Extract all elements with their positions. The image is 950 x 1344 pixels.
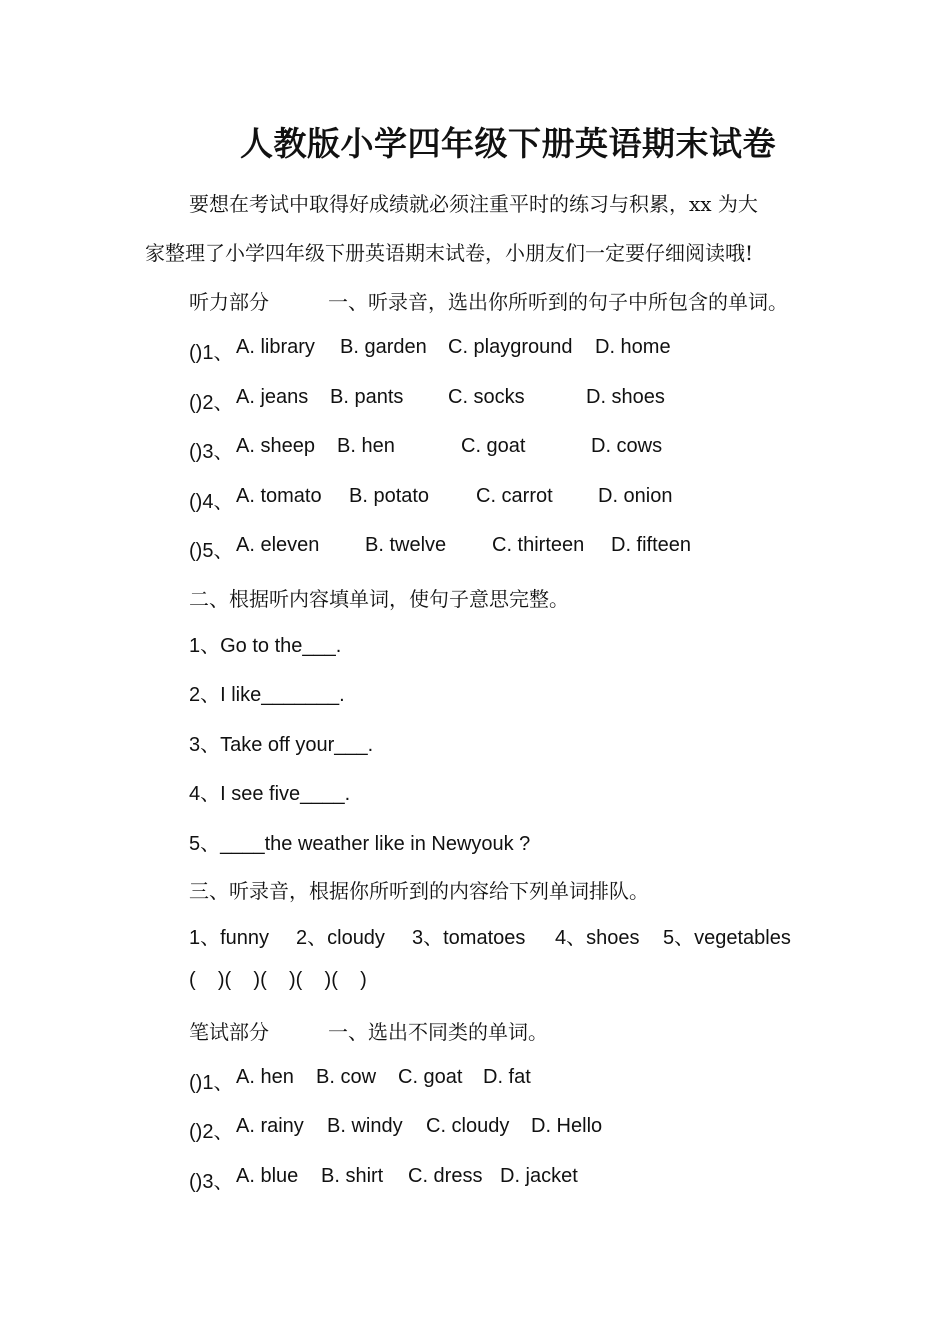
option-c: C. cloudy bbox=[426, 1115, 510, 1137]
option-c: C. goat bbox=[461, 435, 526, 457]
fill-item-1: 1、Go to the___. bbox=[189, 635, 342, 657]
option-b: B. potato bbox=[349, 485, 430, 507]
option-b: B. pants bbox=[330, 386, 404, 408]
question-number: ()2、 bbox=[189, 1121, 234, 1143]
option-a: A. hen bbox=[236, 1066, 294, 1088]
page-title: 人教版小学四年级下册英语期末试卷 bbox=[240, 124, 776, 163]
listening-part1-title: 一、听录音，选出你所听到的句子中所包含的单词。 bbox=[328, 290, 788, 314]
option-d: D. jacket bbox=[500, 1165, 578, 1187]
option-d: D. onion bbox=[598, 485, 673, 507]
fill-item-4: 4、I see five____. bbox=[189, 783, 351, 805]
option-a: A. jeans bbox=[236, 386, 309, 408]
option-d: D. Hello bbox=[531, 1115, 603, 1137]
option-b: B. shirt bbox=[321, 1165, 384, 1187]
option-a: A. library bbox=[236, 336, 315, 358]
option-d: D. shoes bbox=[586, 386, 665, 408]
option-c: C. goat bbox=[398, 1066, 463, 1088]
listening-part3-title: 三、听录音，根据你所听到的内容给下列单词排队。 bbox=[189, 879, 649, 903]
order-brackets: ( )( )( )( )( ) bbox=[189, 969, 367, 991]
order-word: 5、vegetables bbox=[663, 927, 791, 949]
option-b: B. garden bbox=[340, 336, 427, 358]
question-number: ()5、 bbox=[189, 540, 234, 562]
option-d: D. fifteen bbox=[611, 534, 692, 556]
written-part1-title: 一、选出不同类的单词。 bbox=[328, 1020, 548, 1044]
option-c: C. thirteen bbox=[492, 534, 585, 556]
order-word: 2、cloudy bbox=[296, 927, 385, 949]
option-d: D. home bbox=[595, 336, 671, 358]
option-a: A. sheep bbox=[236, 435, 315, 457]
written-heading: 笔试部分 bbox=[189, 1020, 269, 1044]
question-number: ()3、 bbox=[189, 1171, 234, 1193]
listening-part2-title: 二、根据听内容填单词，使句子意思完整。 bbox=[189, 587, 569, 611]
order-word: 1、funny bbox=[189, 927, 270, 949]
question-number: ()1、 bbox=[189, 342, 234, 364]
option-c: C. socks bbox=[448, 386, 525, 408]
question-number: ()3、 bbox=[189, 441, 234, 463]
order-word: 3、tomatoes bbox=[412, 927, 526, 949]
intro-line-2: 家整理了小学四年级下册英语期末试卷，小朋友们一定要仔细阅读哦! bbox=[145, 241, 754, 265]
option-d: D. fat bbox=[483, 1066, 531, 1088]
option-a: A. blue bbox=[236, 1165, 299, 1187]
option-c: C. playground bbox=[448, 336, 573, 358]
option-c: C. dress bbox=[408, 1165, 483, 1187]
option-a: A. tomato bbox=[236, 485, 322, 507]
option-b: B. twelve bbox=[365, 534, 447, 556]
fill-item-3: 3、Take off your___. bbox=[189, 734, 374, 756]
option-a: A. eleven bbox=[236, 534, 320, 556]
option-b: B. cow bbox=[316, 1066, 377, 1088]
order-word: 4、shoes bbox=[555, 927, 640, 949]
question-number: ()2、 bbox=[189, 392, 234, 414]
listening-heading: 听力部分 bbox=[189, 290, 269, 314]
option-a: A. rainy bbox=[236, 1115, 304, 1137]
option-c: C. carrot bbox=[476, 485, 553, 507]
question-number: ()4、 bbox=[189, 491, 234, 513]
fill-item-5: 5、____the weather like in Newyouk ? bbox=[189, 833, 531, 855]
fill-item-2: 2、I like_______. bbox=[189, 684, 345, 706]
intro-line-1: 要想在考试中取得好成绩就必须注重平时的练习与积累，xx 为大 bbox=[189, 192, 758, 216]
question-number: ()1、 bbox=[189, 1072, 234, 1094]
option-d: D. cows bbox=[591, 435, 663, 457]
option-b: B. hen bbox=[337, 435, 395, 457]
option-b: B. windy bbox=[327, 1115, 403, 1137]
